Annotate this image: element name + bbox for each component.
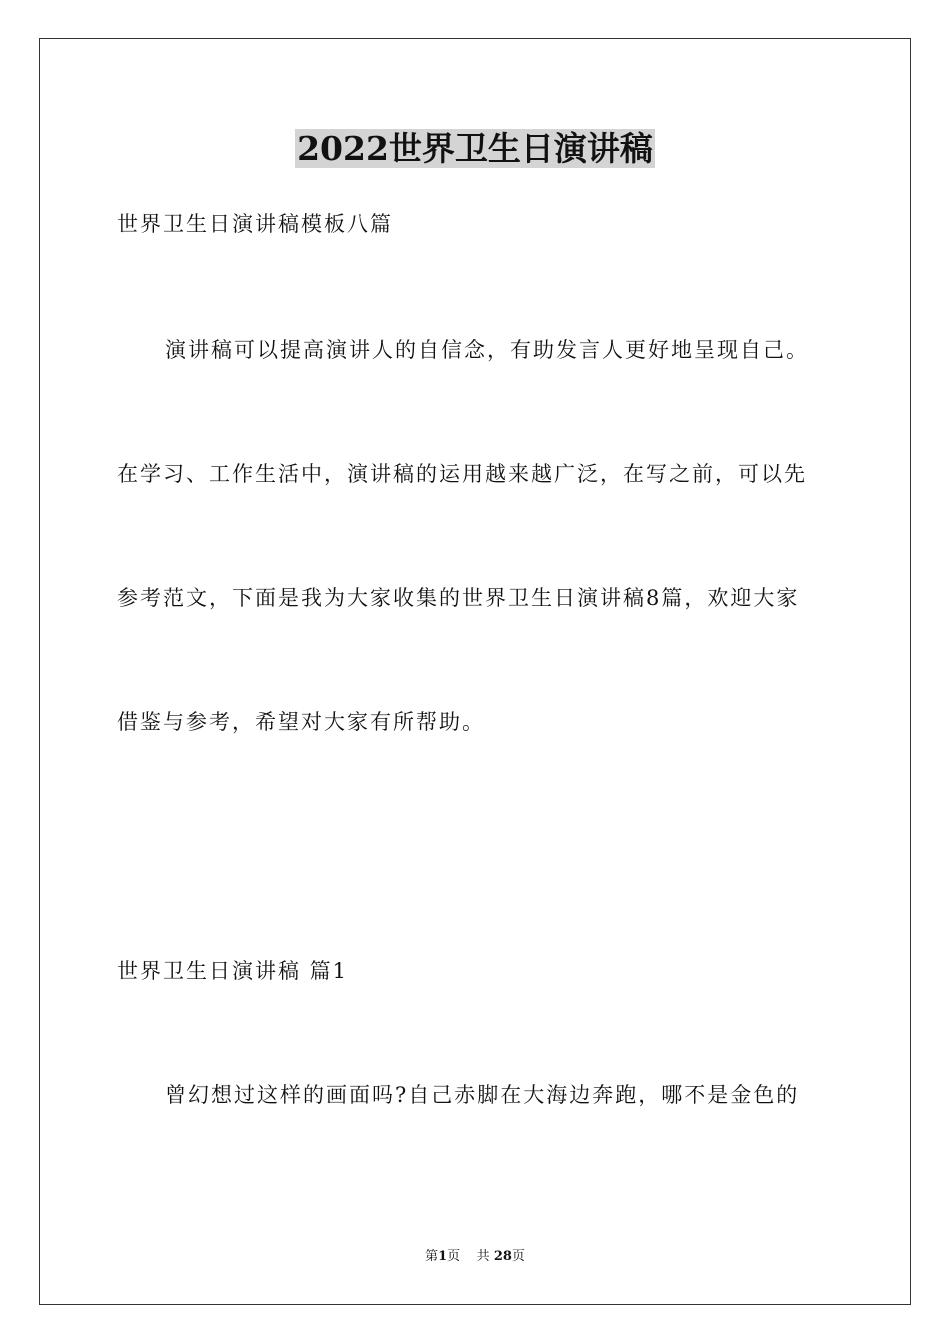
footer-page-suffix: 页 <box>447 1249 461 1264</box>
paragraph-line-4: 借鉴与参考，希望对大家有所帮助。 <box>117 710 485 734</box>
footer-prefix: 第 <box>425 1249 439 1264</box>
document-title: 2022世界卫生日演讲稿 <box>297 129 653 168</box>
paragraph-line-3: 参考范文，下面是我为大家收集的世界卫生日演讲稿8篇，欢迎大家 <box>117 586 800 610</box>
paragraph-line-2: 在学习、工作生活中，演讲稿的运用越来越广泛，在写之前，可以先 <box>117 462 807 486</box>
section-heading: 世界卫生日演讲稿 篇1 <box>117 959 349 983</box>
footer-total-prefix: 共 <box>476 1249 490 1264</box>
paragraph-line-1: 演讲稿可以提高演讲人的自信念，有助发言人更好地呈现自己。 <box>165 338 809 362</box>
paragraph-line-5: 曾幻想过这样的画面吗?自己赤脚在大海边奔跑，哪不是金色的 <box>165 1083 800 1107</box>
footer-page-number: 1 <box>438 1249 448 1264</box>
document-title-container <box>0 126 950 172</box>
footer-total-pages: 28 <box>493 1249 512 1264</box>
page-footer <box>0 1248 950 1266</box>
subtitle-line: 世界卫生日演讲稿模板八篇 <box>117 212 393 236</box>
footer-total-suffix: 页 <box>511 1249 525 1264</box>
